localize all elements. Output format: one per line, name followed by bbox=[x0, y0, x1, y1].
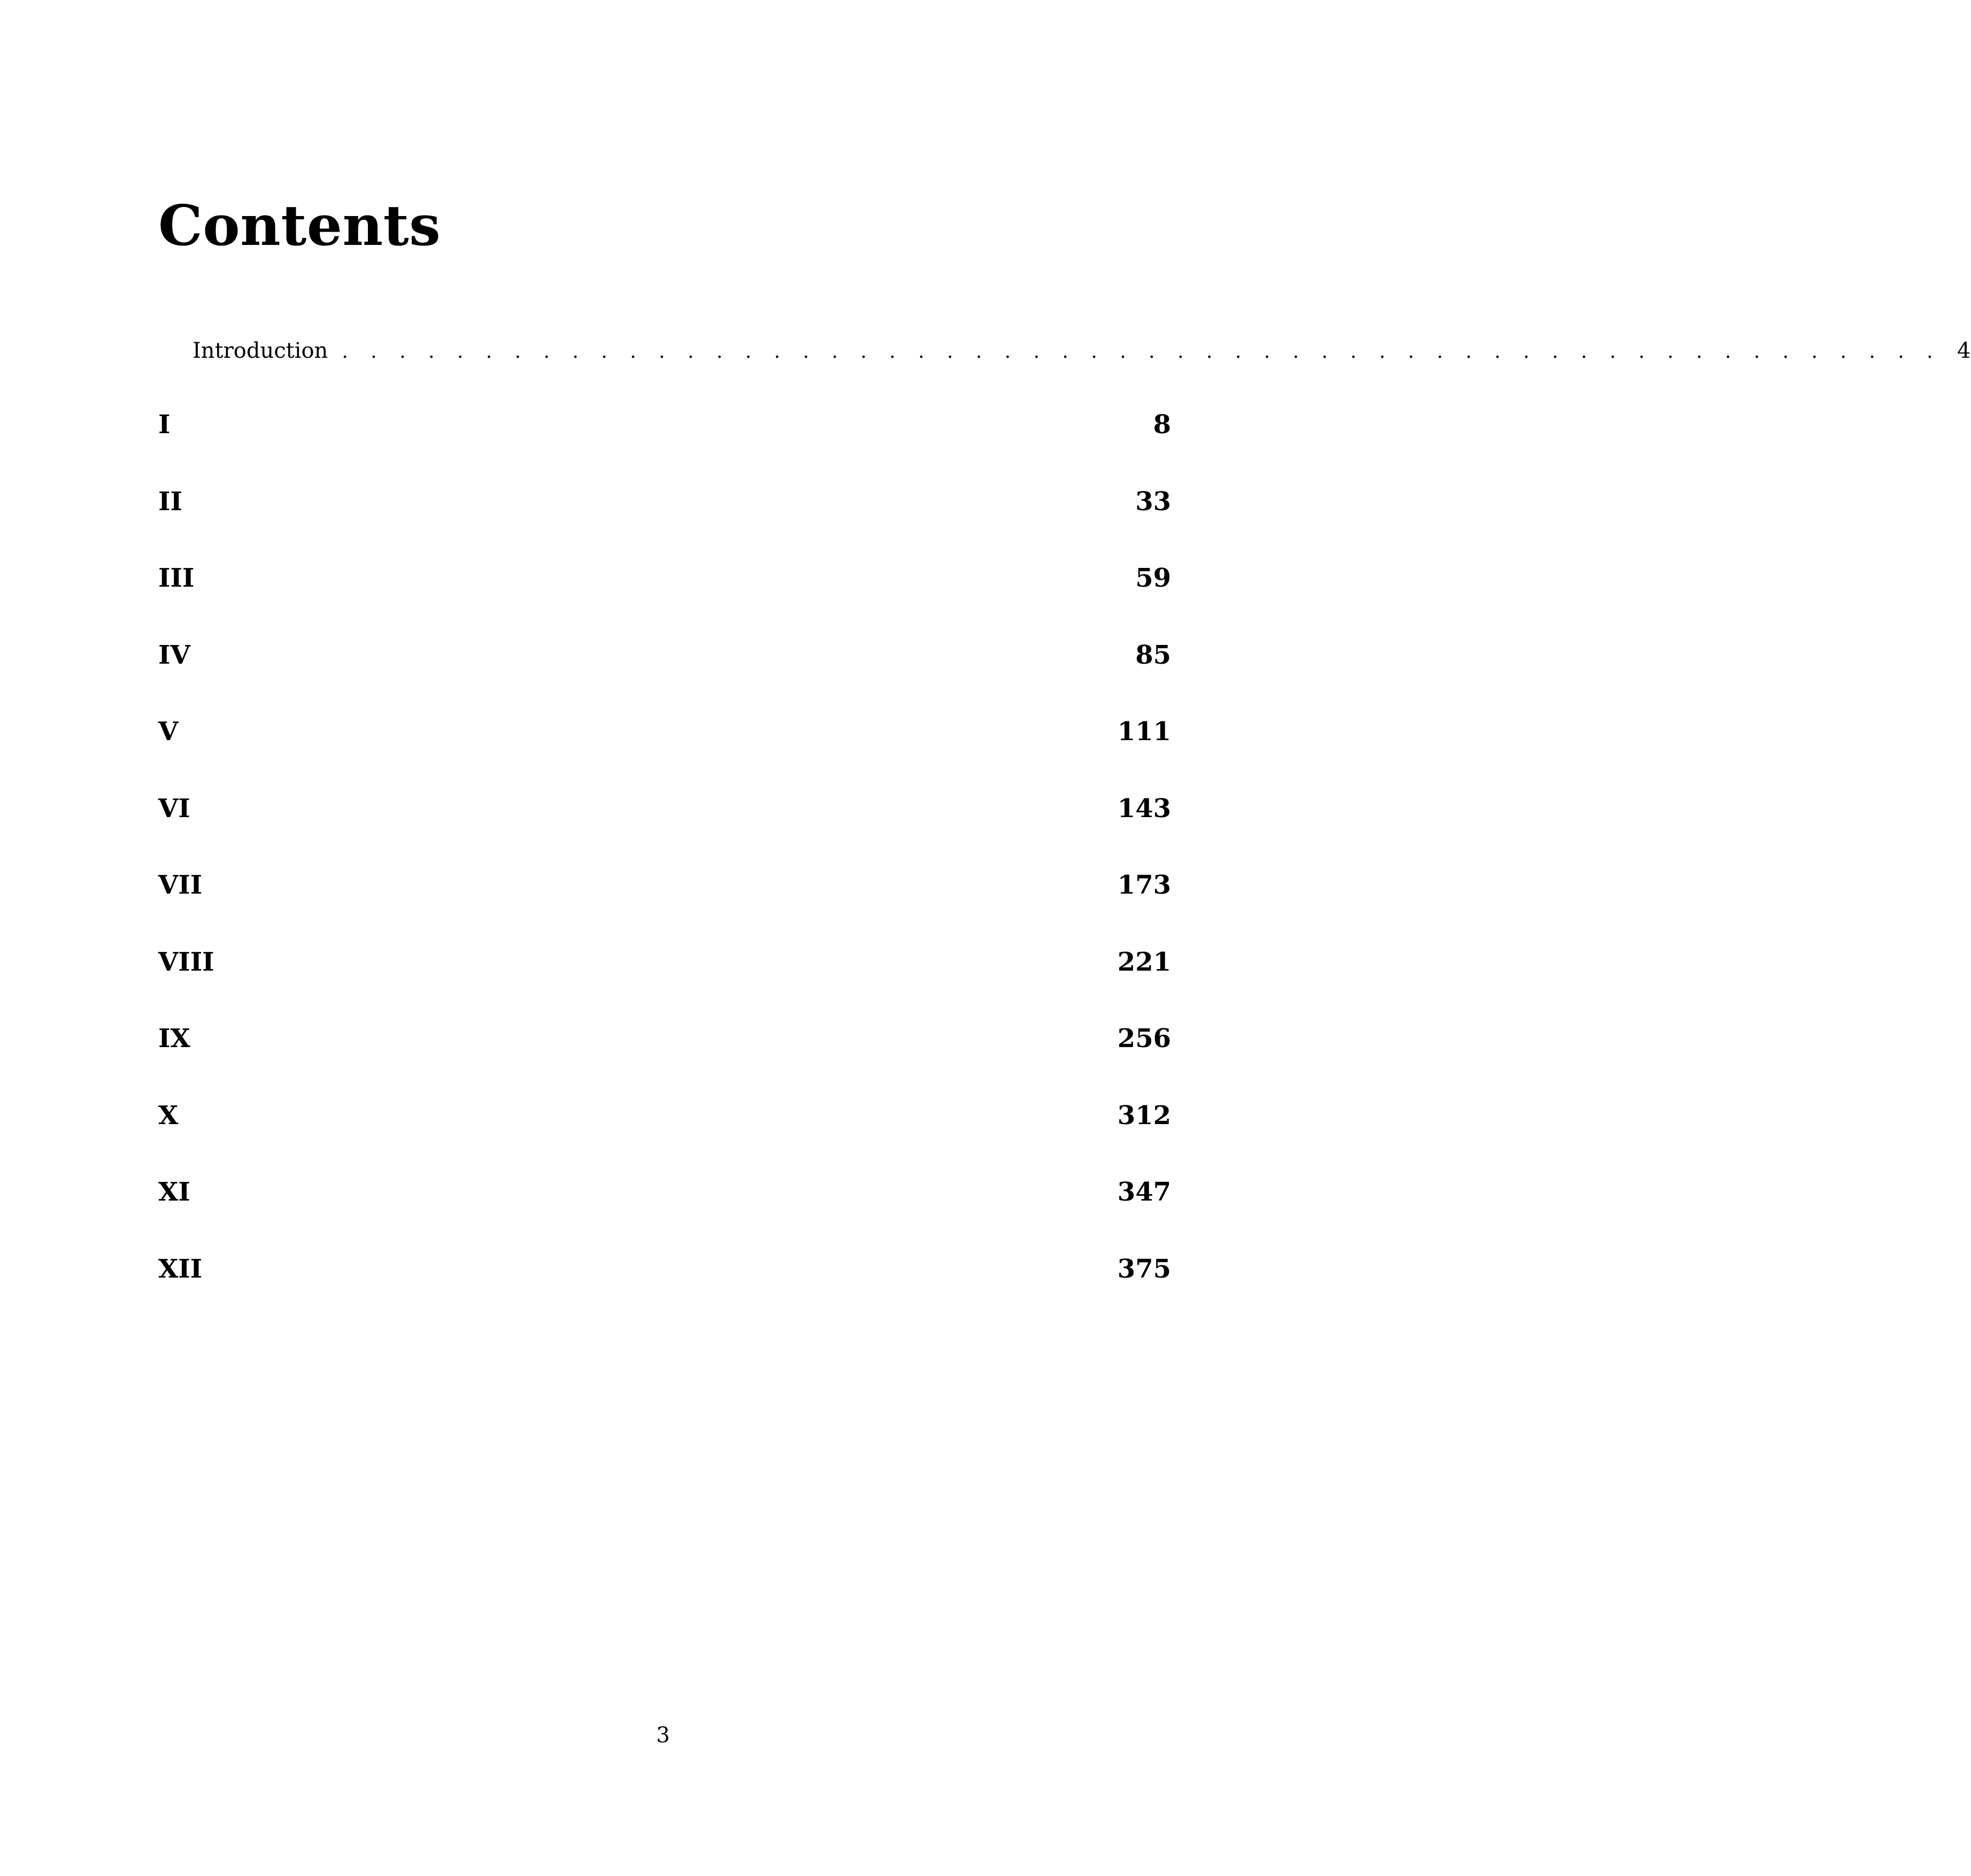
toc-entry-label: Introduction bbox=[193, 339, 328, 363]
toc-part-label: V bbox=[158, 717, 179, 747]
toc-part-page: 221 bbox=[1117, 947, 1171, 977]
toc-part-page: 8 bbox=[1153, 410, 1171, 440]
toc-part-page: 173 bbox=[1117, 870, 1171, 900]
toc-part-page: 375 bbox=[1117, 1254, 1171, 1284]
toc-part-row bbox=[158, 1100, 1171, 1180]
toc-part-page: 256 bbox=[1117, 1024, 1171, 1054]
toc-part-list bbox=[158, 412, 1171, 1333]
toc-part-label: XII bbox=[158, 1254, 203, 1284]
toc-part-label: X bbox=[158, 1100, 179, 1131]
toc-part-row bbox=[158, 642, 1171, 719]
toc-part-label: VIII bbox=[158, 947, 214, 977]
toc-part-page: 312 bbox=[1117, 1100, 1171, 1131]
toc-entry-page: 4 bbox=[1957, 339, 1971, 363]
toc-part-label: IX bbox=[158, 1024, 190, 1054]
toc-entry-introduction bbox=[193, 339, 1971, 363]
toc-part-page: 33 bbox=[1135, 486, 1171, 517]
toc-part-page: 85 bbox=[1135, 640, 1171, 670]
toc-part-label: II bbox=[158, 486, 182, 517]
toc-part-row bbox=[158, 949, 1171, 1026]
toc-part-row bbox=[158, 719, 1171, 796]
toc-part-row bbox=[158, 412, 1171, 489]
toc-part-row bbox=[158, 793, 1171, 873]
page-number: 3 bbox=[656, 1723, 670, 1748]
toc-part-label: I bbox=[158, 410, 171, 440]
toc-part-page: 111 bbox=[1117, 717, 1171, 747]
toc-part-row bbox=[158, 1026, 1171, 1103]
page-title: Contents bbox=[158, 193, 441, 258]
toc-part-page: 59 bbox=[1135, 563, 1171, 593]
toc-part-row bbox=[158, 565, 1171, 642]
toc-part-label: XI bbox=[158, 1177, 190, 1207]
dot-leader: . . . . . . . . . . . . . . . . . . . . . . . . . . . . . . . . . . . . . . . . . . . . . . . . . . . . . . . . bbox=[342, 341, 1942, 363]
toc-part-label: VII bbox=[158, 870, 203, 900]
toc-part-label: IV bbox=[158, 640, 190, 670]
toc-part-row bbox=[158, 872, 1171, 949]
toc-part-page: 347 bbox=[1117, 1177, 1171, 1207]
toc-part-row bbox=[158, 1256, 1171, 1333]
toc-part-row bbox=[158, 486, 1171, 566]
toc-part-label: VI bbox=[158, 793, 190, 824]
toc-part-row bbox=[158, 1179, 1171, 1256]
toc-part-label: III bbox=[158, 563, 195, 593]
toc-part-page: 143 bbox=[1117, 793, 1171, 824]
